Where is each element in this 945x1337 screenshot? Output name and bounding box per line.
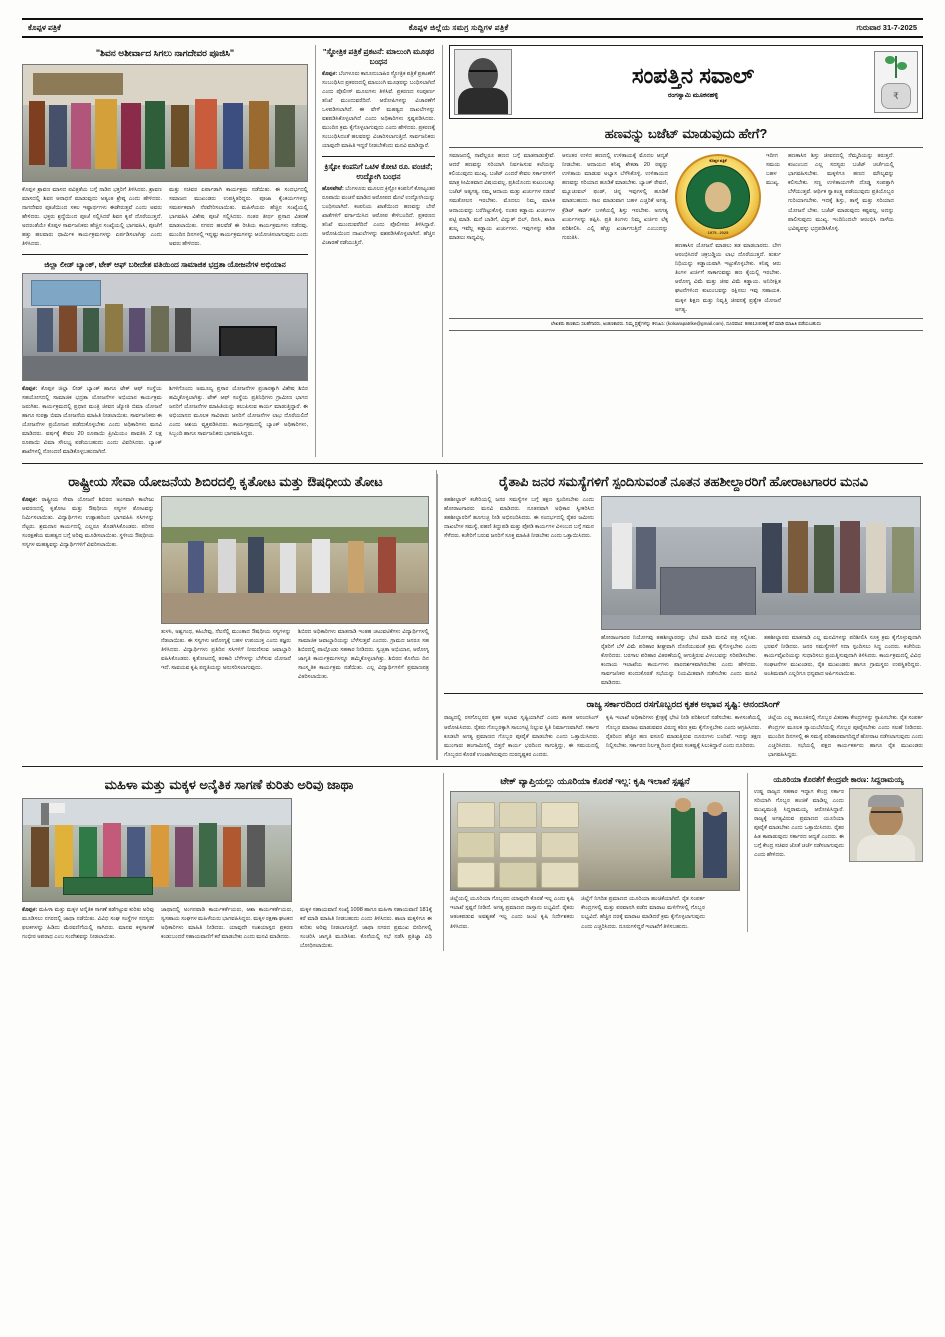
masthead-left: ಕೊಪ್ಪಳ ಪತ್ರಿಕೆ (28, 23, 61, 32)
middle-section (22, 470, 923, 759)
emblem-top-text: ಕೊಪ್ಪಳ ಪತ್ರಿಕೆ (709, 158, 727, 164)
story-6-headline: ರಾಜ್ಯ ಸರ್ಕಾರದಿಂದ ರಸಗೊಬ್ಬರದ ಕೃತಕ ಅಭಾವ ಸೃಷ್ಟಿ: ಆನಂದಸಿಂಗ್ (586, 698, 781, 709)
story-3-col2: ಶಿಗಳಿಗೊಂದು ಅಮೂಲ್ಯ ಪ್ರಸಾರ ಯೋಜನೆಗಳ ಪ್ರಚಾರಕ್ಕಾಗಿ ವಿಶೇಷ ಶಿಬಿರ ಹಮ್ಮಿಕೊಳ್ಳಲಾಗಿತ್ತು. ಟೇಕ್ ಆಫ್ ಸಂಸ್ಥೆಯ ಪ್ರತಿನಿಧಿಗಳು ಗ್ರಾಮೀಣ ಭಾಗದ ಜನರಿಗೆ ಯೋಜನೆಗಳ ಮಾಹಿತಿಯನ್ನು ತಲುಪಿಸುವ ಕಾರ್ಯ ಮಾಡುತ್ತಿದ್ದಾರೆ. ಈ ಅಭಿಯಾನದ ಮೂಲಕ ಸಾವಿರಾರು ಜನರಿಗೆ ಯೋಜನೆಗಳ ಲಾಭ ದೊರೆಯಲಿದೆ ಎಂದು ಆಶಯ ವ್ಯಕ್ತಪಡಿಸಿದರು. ಕಾರ್ಯಕ್ರಮದಲ್ಲಿ ಬ್ಯಾಂಕ್ ಅಧಿಕಾರಿಗಳು, ಸಿಬ್ಬಂದಿ ಹಾಗೂ ಸಾರ್ವಜನಿಕರು ಭಾಗವಹಿಸಿದ್ದರು. (169, 385, 308, 438)
savaal-col2: ಆನಂತರ ಉಳಿದ ಹಣದಲ್ಲಿ ಉಳಿತಾಯಕ್ಕೆ ಮೊದಲ ಆದ್ಯತೆ ನೀಡಬೇಕು. ಆದಾಯದ ಕನಿಷ್ಠ ಶೇಕಡಾ 20 ರಷ್ಟನ್ನು ಉಳಿತಾಯ ಮಾಡುವ ಅಭ್ಯಾಸ ಬೆಳೆಸಿಕೊಳ್ಳಿ. ಉಳಿತಾಯದ ಹಣವನ್ನು ಸರಿಯಾದ ಹೂಡಿಕೆ ಮಾಡಬೇಕು. ಬ್ಯಾಂಕ್ ಠೇವಣಿ, ಮ್ಯೂಚುವಲ್ ಫಂಡ್, ಚಿನ್ನ ಇವುಗಳಲ್ಲಿ ಹೂಡಿಕೆ ಮಾಡಬಹುದು. ಸಾಲ ಮಾಡುವಾಗ ಬಹಳ ಎಚ್ಚರಿಕೆ ಅಗತ್ಯ. ಕ್ರೆಡಿಟ್ ಕಾರ್ಡ್ ಬಳಕೆಯಲ್ಲಿ ಶಿಸ್ತು ಇರಬೇಕು. ಅನಗತ್ಯ ಖರ್ಚುಗಳನ್ನು ತಪ್ಪಿಸಿ. ಪ್ರತಿ ತಿಂಗಳು ನಿಮ್ಮ ಖರ್ಚಿನ ಲೆಕ್ಕ ಪರಿಶೀಲಿಸಿ. ಎಲ್ಲಿ ಹೆಚ್ಚು ಖರ್ಚಾಗುತ್ತಿದೆ ಎಂಬುದನ್ನು ಗುರುತಿಸಿ. (562, 153, 668, 241)
story-8-photo (22, 798, 292, 902)
savaal-banner (449, 45, 923, 119)
anniversary-emblem-icon (675, 154, 761, 240)
story-8-col2: ಜಾಥಾದಲ್ಲಿ ಅಂಗನವಾಡಿ ಕಾರ್ಯಕರ್ತೆಯರು, ಆಶಾ ಕಾರ್ಯಕರ್ತೆಯರು, ಸ್ವಸಹಾಯ ಸಂಘಗಳ ಮಹಿಳೆಯರು ಭಾಗವಹಿಸಿದ್ದರು. ಮಕ್ಕಳ ರಕ್ಷಣಾ ಘಟಕದ ಅಧಿಕಾರಿಗಳು ಮಾಹಿತಿ ನೀಡಿದರು. ಯಾವುದೇ ಸಂಶಯಾಸ್ಪದ ಪ್ರಕರಣ ಕಂಡುಬಂದರೆ ಸಹಾಯವಾಣಿಗೆ ಕರೆ ಮಾಡಬೇಕು ಎಂದು ಮನವಿ ಮಾಡಿದರು. (161, 906, 293, 941)
savaal-col4: ಹಣಕಾಸಿನ ಶಿಸ್ತು ಜೀವನದಲ್ಲಿ ನೆಮ್ಮದಿಯನ್ನು ತರುತ್ತದೆ. ಕುಟುಂಬದ ಎಲ್ಲ ಸದಸ್ಯರು ಬಜೆಟ್ ಚರ್ಚೆಯಲ್ಲಿ ಭಾಗವಹಿಸಬೇಕು. ಮಕ್ಕಳಿಗೂ ಹಣದ ಮೌಲ್ಯವನ್ನು ಕಲಿಸಬೇಕು. ಸಣ್ಣ ಉಳಿತಾಯಗಳೇ ದೊಡ್ಡ ಸಂಪತ್ತಾಗಿ ಬೆಳೆಯುತ್ತವೆ. ಆರ್ಥಿಕ ಸ್ವಾತಂತ್ರ್ಯ ಪಡೆಯುವುದು ಪ್ರತಿಯೊಬ್ಬರ ಗುರಿಯಾಗಬೇಕು. ಇದಕ್ಕೆ ಶಿಸ್ತು, ತಾಳ್ಮೆ ಮತ್ತು ಸರಿಯಾದ ಯೋಜನೆ ಬೇಕು. ಬಜೆಟ್ ಮಾಡುವುದು ಕಷ್ಟವಲ್ಲ, ಅದನ್ನು ಪಾಲಿಸುವುದು ಮುಖ್ಯ. ಇಂದಿನಿಂದಲೇ ಆರಂಭಿಸಿ ನಾಳೆಯ ಭವಿಷ್ಯವನ್ನು ಭದ್ರಪಡಿಸಿಕೊಳ್ಳಿ. (788, 153, 894, 232)
savaal-section (442, 45, 923, 457)
masthead (22, 18, 923, 38)
savaal-title-block (517, 62, 869, 100)
story-7-col1 (22, 496, 154, 682)
story-8-col3: ಮಕ್ಕಳ ಸಹಾಯವಾಣಿ ಸಂಖ್ಯೆ 1098 ಹಾಗೂ ಮಹಿಳಾ ಸಹಾಯವಾಣಿ 181ಕ್ಕೆ ಕರೆ ಮಾಡಿ ಮಾಹಿತಿ ನೀಡಬಹುದು ಎಂದು ತಿಳಿಸಿದರು. ಶಾಲಾ ಮಕ್ಕಳಿಗೂ ಈ ಕುರಿತು ಅರಿವು ನೀಡಲಾಗುತ್ತಿದೆ. ಜಾಥಾ ನಗರದ ಪ್ರಮುಖ ಬೀದಿಗಳಲ್ಲಿ ಸಂಚರಿಸಿ ಜಾಗೃತಿ ಮೂಡಿಸಿತು. ಕೊನೆಯಲ್ಲಿ ಸಭೆ ನಡೆಸಿ ಪ್ರತಿಜ್ಞಾ ವಿಧಿ ಬೋಧಿಸಲಾಯಿತು. (300, 906, 432, 950)
story-2-body: ಬೆಂಗಳೂರು ಕಾನೂನುಬಾಹಿರ ಸ್ಥೋತ್ರಿಕ ಪತ್ರಿಕೆ ಪ್ರಕಟಣೆಗೆ ಸಂಬಂಧಿಸಿದ ಪ್ರಕರಣದಲ್ಲಿ ಮಾಲುಂಗಿ ಮೂಢರನ್ನು ಬಂಧಿಸಲಾಗಿದೆ ಎಂದು ಪೊಲೀಸ್ ಮೂಲಗಳು ತಿಳಿಸಿವೆ. ಪ್ರಕರಣದ ಸಂಪೂರ್ಣ ತನಿಖೆ ಮುಂದುವರೆದಿದೆ. ಆರೋಪಿಗಳನ್ನು ವಿಚಾರಣೆಗೆ ಒಳಪಡಿಸಲಾಗಿದೆ. ಈ ವೇಳೆ ಮಹತ್ವದ ದಾಖಲೆಗಳನ್ನು ವಶಪಡಿಸಿಕೊಳ್ಳಲಾಗಿದೆ ಎಂದು ಅಧಿಕಾರಿಗಳು ಸ್ಪಷ್ಟಪಡಿಸಿದರು. ಮುಂದಿನ ಕ್ರಮ ಕೈಗೊಳ್ಳಲಾಗುವುದು ಎಂದು ಹೇಳಿದರು. ಪ್ರಕರಣಕ್ಕೆ ಸಂಬಂಧಿಸಿದಂತೆ ಹಲವರನ್ನು ವಿಚಾರಿಸಲಾಗುತ್ತಿದೆ. ಸಾರ್ವಜನಿಕರು ಯಾವುದೇ ಮಾಹಿತಿ ಇದ್ದರೆ ನೀಡಬೇಕೆಂದು ಮನವಿ ಮಾಡಿದ್ದಾರೆ. (322, 70, 435, 150)
story-4-lead: ಹೊಸಪೇಟೆ: (322, 185, 344, 192)
story-2-headline: "ಸ್ಥೋತ್ರಿಕ ಪತ್ರಿಕೆ ಪ್ರಕಟನೆ: ಮಾಲುಂಗಿ ಮೂಢರ ಬಂಧನ (322, 47, 435, 66)
story-5-col1: ತಹಶೀಲ್ದಾರ್ ಕಚೇರಿಯಲ್ಲಿ ಜನರ ಸಮಸ್ಯೆಗಳ ಬಗ್ಗೆ ತಕ್ಷಣ ಸ್ಪಂದಿಸಬೇಕು ಎಂದು ಹೋರಾಟಗಾರರು ಮನವಿ ಮಾಡಿದರು. ನೂತನವಾಗಿ ಅಧಿಕಾರ ಸ್ವೀಕರಿಸಿದ ತಹಶೀಲ್ದಾರರಿಗೆ ಹೂಗುಚ್ಛ ನೀಡಿ ಅಭಿನಂದಿಸಿದರು. ಈ ಸಂದರ್ಭದಲ್ಲಿ ರೈತರ ಜಮೀನು ದಾಖಲೆಗಳ ಸಮಸ್ಯೆ, ಪಹಣಿ ತಿದ್ದುಪಡಿ ಮತ್ತು ಪೋಡಿ ಕಾರ್ಯಗಳ ವಿಳಂಬದ ಬಗ್ಗೆ ಗಮನ ಸೆಳೆದರು. ಕಚೇರಿಗೆ ಬರುವ ಜನರಿಗೆ ಸೂಕ್ತ ಮಾಹಿತಿ ನೀಡಬೇಕು ಎಂದು ಒತ್ತಾಯಿಸಿದರು. (444, 496, 594, 539)
story-10-block (747, 773, 923, 932)
story-3-headline: ಜಿಲ್ಲಾ ಲೀಡ್ ಬ್ಯಾಂಕ್, ಟೇಕ್ ಆಫ್ ಬರೀದೇಶ ವತಿಯಿಂದ ಸಾಮಾಜಿಕ ಭದ್ರತಾ ಯೋಜನೆಗಳ ಅಭಿಯಾನ (44, 260, 286, 270)
savaal-col3-text: ಇದೀಗ ಸಮಯ ಬಹಳ ಮುಖ್ಯ. ಹಣಕಾಸಿನ ಯೋಜನೆ ಮಾಡಲು ತಡ ಮಾಡಬಾರದು. ಬೇಗ ಆರಂಭಿಸಿದರೆ ಚಕ್ರಬಡ್ಡಿಯ ಲಾಭ ದೊರೆಯುತ್ತದೆ. ತುರ್ತು ನಿಧಿಯನ್ನು ಕಡ್ಡಾಯವಾಗಿ ಇಟ್ಟುಕೊಳ್ಳಬೇಕು. ಕನಿಷ್ಠ ಆರು ತಿಂಗಳ ಖರ್ಚಿಗೆ ಸಾಕಾಗುವಷ್ಟು ಹಣ ಕೈಯಲ್ಲಿ ಇರಬೇಕು. ಆರೋಗ್ಯ ವಿಮೆ ಮತ್ತು ಜೀವ ವಿಮೆ ಕಡ್ಡಾಯ. ಅನಿರೀಕ್ಷಿತ ಘಟನೆಗಳಿಂದ ಕುಟುಂಬವನ್ನು ರಕ್ಷಿಸಲು ಇವು ಸಹಾಯಕ. ಮಕ್ಕಳ ಶಿಕ್ಷಣ ಮತ್ತು ನಿವೃತ್ತಿ ಜೀವನಕ್ಕೆ ಪ್ರತ್ಯೇಕ ಯೋಜನೆ ಅಗತ್ಯ. (675, 153, 781, 313)
bottom-section (22, 773, 923, 951)
siddaramaiah-photo (849, 788, 923, 862)
story-7-photo (161, 496, 429, 624)
savaal-col1: ಸಮಾಜದಲ್ಲಿ ನಾವೆಲ್ಲರೂ ಹಣದ ಬಗ್ಗೆ ಮಾತನಾಡುತ್ತೇವೆ. ಆದರೆ ಹಣವನ್ನು ಸರಿಯಾಗಿ ನಿರ್ವಹಿಸುವ ಕಲೆಯನ್ನು ಕಲಿಯುವುದು ಮುಖ್ಯ. ಬಜೆಟ್ ಎಂದರೆ ಕೇವಲ ಸರ್ಕಾರಗಳಿಗೆ ಮಾತ್ರ ಸೀಮಿತವಾದ ವಿಷಯವಲ್ಲ. ಪ್ರತಿಯೊಂದು ಕುಟುಂಬಕ್ಕೂ ಬಜೆಟ್ ಅತ್ಯಗತ್ಯ. ನಮ್ಮ ಆದಾಯ ಮತ್ತು ಖರ್ಚುಗಳ ನಡುವೆ ಸಮತೋಲನ ಇರಬೇಕು. ಮೊದಲು ನಿಮ್ಮ ಮಾಸಿಕ ಆದಾಯವನ್ನು ಬರೆದಿಟ್ಟುಕೊಳ್ಳಿ. ನಂತರ ಕಡ್ಡಾಯ ಖರ್ಚುಗಳ ಪಟ್ಟಿ ಮಾಡಿ. ಮನೆ ಬಾಡಿಗೆ, ವಿದ್ಯುತ್ ಬಿಲ್, ದಿನಸಿ, ಶಾಲಾ ಶುಲ್ಕ ಇವೆಲ್ಲ ಕಡ್ಡಾಯ ಖರ್ಚುಗಳು. ಇವುಗಳನ್ನು ಕಡಿತ ಮಾಡಲು ಸಾಧ್ಯವಿಲ್ಲ. (449, 153, 555, 241)
savaal-contact: ಲೇಖಕರು ಹಣಕಾಸು ಸಲಹೆಗಾರರು, ಅಂಕಣಕಾರರು. ನಿಮ್ಮ ಪ್ರಶ್ನೆಗಳನ್ನು ಕಳುಹಿಸಿ: (kolxarapatrike@gmail.com), ದೂರವಾಣಿ: 98612409ಕ್ಕೆ ಕರೆ ಮಾಡಿ ಮಾಹಿತಿ ಪಡೆಯಬಹುದು (449, 318, 923, 331)
story-5-col2: ಹೋರಾಟಗಾರರ ನಿಯೋಗವು ತಹಶೀಲ್ದಾರರನ್ನು ಭೇಟಿ ಮಾಡಿ ಮನವಿ ಪತ್ರ ಸಲ್ಲಿಸಿತು. ರೈತರಿಗೆ ಬೆಳೆ ವಿಮೆ ಪರಿಹಾರ ಶೀಘ್ರವಾಗಿ ದೊರೆಯುವಂತೆ ಕ್ರಮ ಕೈಗೊಳ್ಳಬೇಕು ಎಂದು ಕೋರಿದರು. ಬರಗಾಲ ಪರಿಹಾರ ವಿತರಣೆಯಲ್ಲಿ ಆಗುತ್ತಿರುವ ವಿಳಂಬವನ್ನು ಸರಿಪಡಿಸಬೇಕು. ಕಂದಾಯ ಇಲಾಖೆಯ ಕಾರ್ಯಗಳು ಪಾರದರ್ಶಕವಾಗಿರಬೇಕು ಎಂದು ಹೇಳಿದರು. ಸಾರ್ವಜನಿಕರ ಕುಂದುಕೊರತೆ ಸಭೆಯನ್ನು ನಿಯಮಿತವಾಗಿ ನಡೆಸಬೇಕು ಎಂದು ಮನವಿ ಮಾಡಿದರು. (601, 634, 757, 686)
story-1-col1: ಕೊಪ್ಪಳ ಶ್ರಾವಣ ಮಾಸದ ಪವಿತ್ರತೆಯ ಬಗ್ಗೆ ನಾಡಿನ ಭಕ್ತರಿಗೆ ತಿಳಿಸಿದರು. ಶ್ರಾವಣ ಮಾಸದಲ್ಲಿ ಶಿವನ ಆರಾಧನೆ ಮಾಡುವುದು ಅತ್ಯಂತ ಶ್ರೇಷ್ಠ ಎಂದು ಹೇಳಿದರು. ನಾಗದೇವರ ಪೂಜೆಯಿಂದ ಸಕಲ ಇಷ್ಟಾರ್ಥಗಳು ಈಡೇರುತ್ತವೆ ಎಂದು ಅವರು ಹೇಳಿದರು. ಭಕ್ತರು ಶ್ರದ್ಧೆಯಿಂದ ಪೂಜೆ ಸಲ್ಲಿಸಿದರೆ ಶಿವನ ಕೃಪೆ ದೊರೆಯುತ್ತದೆ. ಅದರಂತೆಯೇ ಕೊಪ್ಪಳ ಸಾರ್ವಜನಿಕರು ಹೆಚ್ಚಿನ ಸಂಖ್ಯೆಯಲ್ಲಿ ಭಾಗವಹಿಸಿ, ಪೂಜೆಗೆ ಹತ್ತು ಹಲವಾರು ಧಾರ್ಮಿಕ ಕಾರ್ಯಕ್ರಮಗಳನ್ನು ಏರ್ಪಡಿಸಲಾಗಿತ್ತು ಎಂದು ತಿಳಿಸಿದರು. (22, 186, 162, 247)
story-1-headline: "ಶಿವನ ಅಶೀರ್ವಾದ ಸಿಗಲು ನಾಗದೇವರ ಪೂಜಿಸಿ" (95, 48, 235, 58)
story-9-col1: ಜಿಲ್ಲೆಯಲ್ಲಿ ಯೂರಿಯಾ ಗೊಬ್ಬರದ ಯಾವುದೇ ಕೊರತೆ ಇಲ್ಲ ಎಂದು ಕೃಷಿ ಇಲಾಖೆ ಸ್ಪಷ್ಟನೆ ನೀಡಿದೆ. ಅಗತ್ಯ ಪ್ರಮಾಣದ ದಾಸ್ತಾನು ಲಭ್ಯವಿದೆ. ರೈತರು ಆತಂಕಪಡುವ ಅವಶ್ಯಕತೆ ಇಲ್ಲ ಎಂದು ಜಂಟಿ ಕೃಷಿ ನಿರ್ದೇಶಕರು ತಿಳಿಸಿದರು. (450, 896, 574, 930)
story-6-col2: ಕೃಷಿ ಇಲಾಖೆ ಅಧಿಕಾರಿಗಳು ಕ್ಷೇತ್ರಕ್ಕೆ ಭೇಟಿ ನೀಡಿ ಪರಿಶೀಲನೆ ನಡೆಸಬೇಕು. ಕಾಳಸಂತೆಯಲ್ಲಿ ಗೊಬ್ಬರ ಮಾರಾಟ ಮಾಡುವವರ ವಿರುದ್ಧ ಕಠಿಣ ಕ್ರಮ ಕೈಗೊಳ್ಳಬೇಕು ಎಂದು ಆಗ್ರಹಿಸಿದರು. ರೈತರಿಂದ ಹೆಚ್ಚಿನ ಹಣ ವಸೂಲಿ ಮಾಡುತ್ತಿರುವ ದೂರುಗಳು ಬಂದಿವೆ. ಇದನ್ನು ತಕ್ಷಣ ನಿಲ್ಲಿಸಬೇಕು. ಸರ್ಕಾರದ ನಿರ್ಲಕ್ಷ್ಯದಿಂದ ರೈತರು ಸಂಕಷ್ಟಕ್ಕೆ ಸಿಲುಕಿದ್ದಾರೆ ಎಂದು ದೂರಿದರು. (606, 715, 761, 749)
story-7-headline: ರಾಷ್ಟ್ರೀಯ ಸೇವಾ ಯೋಜನೆಯ ಶಿಬಿರದಲ್ಲಿ ಕೃತೋಟ ಮತ್ತು ಔಷಧೀಯ ತೋಟ (68, 474, 383, 490)
story-6-col3: ಜಿಲ್ಲೆಯ ಎಲ್ಲ ತಾಲೂಕಿನಲ್ಲಿ ಗೊಬ್ಬರ ವಿತರಣಾ ಕೇಂದ್ರಗಳನ್ನು ಸ್ಥಾಪಿಸಬೇಕು. ರೈತ ಸಂಪರ್ಕ ಕೇಂದ್ರಗಳ ಮೂಲಕ ನ್ಯಾಯಬೆಲೆಯಲ್ಲಿ ಗೊಬ್ಬರ ಪೂರೈಸಬೇಕು ಎಂದು ಸಲಹೆ ನೀಡಿದರು. ಮುಂದಿನ ದಿನಗಳಲ್ಲಿ ಈ ಸಮಸ್ಯೆ ಪರಿಹಾರವಾಗದಿದ್ದರೆ ಹೋರಾಟ ನಡೆಸಲಾಗುವುದು ಎಂದು ಎಚ್ಚರಿಸಿದರು. ಸಭೆಯಲ್ಲಿ ಪಕ್ಷದ ಕಾರ್ಯಕರ್ತರು ಹಾಗೂ ರೈತ ಮುಖಂಡರು ಭಾಗವಹಿಸಿದ್ದರು. (768, 715, 923, 758)
story-3-col1: ಕೊಪ್ಪಳ ಜಿಲ್ಲಾ ಲೀಡ್ ಬ್ಯಾಂಕ್ ಹಾಗೂ ಟೇಕ್ ಆಫ್ ಸಂಸ್ಥೆಯ ಸಹಯೋಗದಲ್ಲಿ ಸಾಮಾಜಿಕ ಭದ್ರತಾ ಯೋಜನೆಗಳ ಅಭಿಯಾನ ಕಾರ್ಯಕ್ರಮ ಜರುಗಿತು. ಕಾರ್ಯಕ್ರಮದಲ್ಲಿ ಪ್ರಧಾನ ಮಂತ್ರಿ ಜೀವನ ಜ್ಯೋತಿ ಬಿಮಾ ಯೋಜನೆ ಹಾಗೂ ಸುರಕ್ಷಾ ಬಿಮಾ ಯೋಜನೆಯ ಮಾಹಿತಿ ನೀಡಲಾಯಿತು. ಸಾರ್ವಜನಿಕರು ಈ ಯೋಜನೆಗಳ ಪ್ರಯೋಜನ ಪಡೆದುಕೊಳ್ಳಬೇಕು ಎಂದು ಅಧಿಕಾರಿಗಳು ಮನವಿ ಮಾಡಿದರು. ವರ್ಷಕ್ಕೆ ಕೇವಲ 20 ರೂಪಾಯಿ ಪ್ರೀಮಿಯಂ ಪಾವತಿಸಿ 2 ಲಕ್ಷ ರೂಪಾಯಿ ವಿಮಾ ಸೌಲಭ್ಯ ಪಡೆಯಬಹುದು ಎಂದು ವಿವರಿಸಿದರು. ಬ್ಯಾಂಕ್ ಶಾಖೆಗಳಲ್ಲಿ ನೋಂದಣಿ ಮಾಡಿಕೊಳ್ಳಬಹುದಾಗಿದೆ. (22, 385, 163, 456)
story-7-block (22, 470, 429, 759)
masthead-right: ಗುರುವಾರ 31-7-2025 (856, 23, 917, 32)
story-5-col3: ತಹಶೀಲ್ದಾರರು ಮಾತನಾಡಿ ಎಲ್ಲ ಮನವಿಗಳನ್ನು ಪರಿಶೀಲಿಸಿ ಸೂಕ್ತ ಕ್ರಮ ಕೈಗೊಳ್ಳುವುದಾಗಿ ಭರವಸೆ ನೀಡಿದರು. ಜನರ ಸಮಸ್ಯೆಗಳಿಗೆ ಸದಾ ಸ್ಪಂದಿಸಲು ಸಿದ್ಧ ಎಂದರು. ಕಚೇರಿಯ ಕಾರ್ಯವೈಖರಿಯನ್ನು ಸುಧಾರಿಸಲು ಪ್ರಯತ್ನಿಸುವುದಾಗಿ ತಿಳಿಸಿದರು. ಕಾರ್ಯಕ್ರಮದಲ್ಲಿ ವಿವಿಧ ಸಂಘಟನೆಗಳ ಮುಖಂಡರು, ರೈತ ಮುಖಂಡರು ಹಾಗೂ ಗ್ರಾಮಸ್ಥರು ಉಪಸ್ಥಿತರಿದ್ದರು. ಅಂತಿಮವಾಗಿ ಎಲ್ಲರಿಗೂ ಧನ್ಯವಾದ ಅರ್ಪಿಸಲಾಯಿತು. (764, 634, 921, 677)
story-6-col1: ರಾಜ್ಯದಲ್ಲಿ ರಸಗೊಬ್ಬರದ ಕೃತಕ ಅಭಾವ ಸೃಷ್ಟಿಯಾಗಿದೆ ಎಂದು ಶಾಸಕ ಆನಂದಸಿಂಗ್ ಆರೋಪಿಸಿದರು. ರೈತರು ಗೊಬ್ಬರಕ್ಕಾಗಿ ಸಾಲುಗಟ್ಟಿ ನಿಲ್ಲುವ ಸ್ಥಿತಿ ನಿರ್ಮಾಣವಾಗಿದೆ. ಸರ್ಕಾರ ಕೂಡಲೇ ಅಗತ್ಯ ಪ್ರಮಾಣದ ಗೊಬ್ಬರ ಪೂರೈಕೆ ಮಾಡಬೇಕು ಎಂದು ಒತ್ತಾಯಿಸಿದರು. ಮುಂಗಾರು ಹಂಗಾಮಿನಲ್ಲಿ ಬಿತ್ತನೆ ಕಾರ್ಯ ಭರದಿಂದ ಸಾಗುತ್ತಿದ್ದು, ಈ ಸಮಯದಲ್ಲಿ ಗೊಬ್ಬರದ ಕೊರತೆ ಉಂಟಾಗಿರುವುದು ದುರದೃಷ್ಟಕರ ಎಂದರು. (444, 715, 599, 758)
story-8-headline: ಮಹಿಳಾ ಮತ್ತು ಮಕ್ಕಳ ಅನೈತಿಕ ಸಾಗಣೆ ಕುರಿತು ಅರಿವು ಜಾಥಾ (104, 776, 354, 792)
savaal-article-headline: ಹಣವನ್ನು ಬಜೆಟ್ ಮಾಡುವುದು ಹೇಗೆ? (604, 126, 768, 141)
savaal-col3 (675, 152, 781, 314)
story-7-col1-text: ರಾಷ್ಟ್ರೀಯ ಸೇವಾ ಯೋಜನೆ ಶಿಬಿರದ ಅಂಗವಾಗಿ ಕಾಲೇಜು ಆವರಣದಲ್ಲಿ ಕೃತೋಟ ಮತ್ತು ಔಷಧೀಯ ಸಸ್ಯಗಳ ತೋಟವನ್ನು ನಿರ್ಮಿಸಲಾಯಿತು. ವಿದ್ಯಾರ್ಥಿಗಳು ಉತ್ಸಾಹದಿಂದ ಭಾಗವಹಿಸಿ ಸಸಿಗಳನ್ನು ನೆಟ್ಟರು. ಶ್ರಮದಾನ ಕಾರ್ಯದಲ್ಲಿ ಎಲ್ಲರೂ ತೊಡಗಿಸಿಕೊಂಡರು. ಪರಿಸರ ಸಂರಕ್ಷಣೆಯ ಮಹತ್ವದ ಬಗ್ಗೆ ಅರಿವು ಮೂಡಿಸಲಾಯಿತು. ಸ್ಥಳೀಯ ಔಷಧೀಯ ಸಸ್ಯಗಳ ಮಹತ್ವವನ್ನು ವಿದ್ಯಾರ್ಥಿಗಳಿಗೆ ವಿವರಿಸಲಾಯಿತು. (22, 496, 154, 548)
mid-column-group (315, 45, 435, 457)
story-10-headline: ಯೂರಿಯಾ ಕೊರತೆಗೆ ಕೇಂದ್ರವೇ ಕಾರಣ: ಸಿದ್ದರಾಮಯ್ಯ (773, 774, 904, 784)
savaal-author: ರಂಗಸ್ವಾಮಿ ಮೂಕನಹಳ್ಳಿ (667, 91, 719, 99)
story-1-photo (22, 64, 308, 182)
story-7-lead: ಕೊಪ್ಪಳ: (22, 496, 38, 503)
story-2-body-wrap (322, 70, 435, 151)
story-5-6-block (436, 470, 923, 759)
money-bag-icon: ₹ (874, 51, 918, 113)
savaal-title: ಸಂಪತ್ತಿನ ಸವಾಲ್ (631, 62, 755, 88)
story-4-body-wrap (322, 185, 435, 248)
author-portrait (454, 49, 512, 115)
story-9-10-block (443, 773, 923, 951)
story-3-photo (22, 273, 308, 381)
story-9-photo (450, 791, 740, 891)
top-section (22, 45, 923, 457)
story-3-lead: ಕೊಪ್ಪಳ: (22, 385, 38, 392)
story-4-body: ಬೆಂಗಳೂರು ಮೂಲದ ಕ್ರಿಸ್ಟೋ ಕಂಪನಿಗೆ ಕೋಟ್ಯಂತರ ರೂಪಾಯಿ ವಂಚನೆ ಮಾಡಿದ ಆರೋಪದ ಮೇಲೆ ಉದ್ಯೋಗಿಯನ್ನು ಬಂಧಿಸಲಾಗಿದೆ. ಕಂಪನಿಯ ಖಾತೆಯಿಂದ ಹಣವನ್ನು ಬೇರೆ ಖಾತೆಗಳಿಗೆ ವರ್ಗಾಯಿಸಿದ ಆರೋಪ ಕೇಳಿಬಂದಿದೆ. ಪ್ರಕರಣದ ತನಿಖೆ ಮುಂದುವರೆದಿದೆ ಎಂದು ಪೊಲೀಸರು ತಿಳಿಸಿದ್ದಾರೆ. ಆರೋಪಿಯಿಂದ ದಾಖಲೆಗಳನ್ನು ವಶಪಡಿಸಿಕೊಳ್ಳಲಾಗಿದೆ. ಹೆಚ್ಚಿನ ವಿಚಾರಣೆ ನಡೆಯುತ್ತಿದೆ. (322, 185, 435, 247)
story-10-body: ಉಷ್ಣ ರಾಜ್ಯದ ಸಹಕಾರ ಇದ್ದಾಗ ಕೇಂದ್ರ ಸರ್ಕಾರ ಸರಿಯಾಗಿ ಗೊಬ್ಬರ ಹಂಚಿಕೆ ಮಾಡಿಲ್ಲ ಎಂದು ಮುಖ್ಯಮಂತ್ರಿ ಸಿದ್ದರಾಮಯ್ಯ ಆರೋಪಿಸಿದ್ದಾರೆ. ರಾಜ್ಯಕ್ಕೆ ಅಗತ್ಯವಿರುವ ಪ್ರಮಾಣದ ಯೂರಿಯಾ ಪೂರೈಕೆ ಮಾಡಬೇಕು ಎಂದು ಒತ್ತಾಯಿಸಿದರು. ರೈತರ ಹಿತ ಕಾಪಾಡುವುದು ಸರ್ಕಾರದ ಆದ್ಯತೆ ಎಂದರು. ಈ ಬಗ್ಗೆ ಕೇಂದ್ರ ಸಚಿವರ ಜೊತೆ ಚರ್ಚೆ ನಡೆಸಲಾಗುವುದು ಎಂದು ಹೇಳಿದರು. (754, 788, 844, 858)
story-5-headline: ರೈತಾಪಿ ಜನರ ಸಮಸ್ಯೆಗಳಿಗೆ ಸ್ಪಂದಿಸುವಂತೆ ನೂತನ ತಹಶೀಲ್ದಾರರಿಗೆ ಹೋರಾಟಗಾರರ ಮನವಿ (498, 474, 869, 490)
story-5-photo (601, 496, 921, 630)
story-8-col1 (22, 906, 154, 951)
emblem-bottom-text: 1975 - 2025 (707, 229, 729, 235)
story-9-headline: ಟೇಕ್ ವ್ಯಾಪ್ತಿಯಲ್ಲು ಯೂರಿಯಾ ಕೊರತೆ ಇಲ್ಲ: ಕೃಷಿ ಇಲಾಖೆ ಸ್ಪಷ್ಟನೆ (500, 775, 690, 786)
masthead-center: ಕೊಪ್ಪಳ ಜಿಲ್ಲೆಯ ಸಮಗ್ರ ಸುದ್ದಿಗಳ ಪತ್ರಿಕೆ (408, 23, 509, 32)
story-7-col3: ಶಿಬಿರದ ಅಧಿಕಾರಿಗಳು ಮಾತನಾಡಿ ಇಂತಹ ಚಟುವಟಿಕೆಗಳು ವಿದ್ಯಾರ್ಥಿಗಳಲ್ಲಿ ಸಾಮಾಜಿಕ ಜವಾಬ್ದಾರಿಯನ್ನು ಬೆಳೆಸುತ್ತವೆ ಎಂದರು. ಗ್ರಾಮದ ಜನರೂ ಸಹ ಶಿಬಿರದಲ್ಲಿ ಪಾಲ್ಗೊಂಡು ಸಹಕಾರ ನೀಡಿದರು. ಸ್ವಚ್ಛತಾ ಅಭಿಯಾನ, ಆರೋಗ್ಯ ಜಾಗೃತಿ ಕಾರ್ಯಕ್ರಮಗಳನ್ನೂ ಹಮ್ಮಿಕೊಳ್ಳಲಾಗಿತ್ತು. ಶಿಬಿರದ ಕೊನೆಯ ದಿನ ಸಾಂಸ್ಕೃತಿಕ ಕಾರ್ಯಕ್ರಮ ನಡೆಯಿತು. ಎಲ್ಲ ವಿದ್ಯಾರ್ಥಿಗಳಿಗೆ ಪ್ರಮಾಣಪತ್ರ ವಿತರಿಸಲಾಯಿತು. (298, 628, 429, 680)
story-4-headline: ಕ್ರಿಸ್ಟೋ ಕಂಪನಿಗೆ ಒಟಿಳ ಕೋಟಿ ರೂ. ವಂಚನೆ; ಉದ್ಯೋಗಿ ಬಂಧನ (324, 162, 433, 181)
story-8-col1-text: ಮಹಿಳಾ ಮತ್ತು ಮಕ್ಕಳ ಅನೈತಿಕ ಸಾಗಣೆ ತಡೆಗಟ್ಟುವ ಕುರಿತು ಅರಿವು ಮೂಡಿಸಲು ನಗರದಲ್ಲಿ ಜಾಥಾ ನಡೆಯಿತು. ವಿವಿಧ ಸಂಘ ಸಂಸ್ಥೆಗಳ ಸದಸ್ಯರು ಫಲಕಗಳನ್ನು ಹಿಡಿದು ಮೆರವಣಿಗೆಯಲ್ಲಿ ಸಾಗಿದರು. ಮಾನವ ಕಳ್ಳಸಾಗಣೆ ಗಂಭೀರ ಅಪರಾಧ ಎಂಬ ಸಂದೇಶವನ್ನು ನೀಡಲಾಯಿತು. (22, 906, 155, 941)
story-8-lead: ಕೊಪ್ಪಳ: (22, 906, 38, 913)
story-1-col2: ಮತ್ತು ಸಚಿವರ ಏರ್ಪಾಡಾಗಿ ಕಾರ್ಯಕ್ರಮ ನಡೆಯಿತು. ಈ ಸಂದರ್ಭದಲ್ಲಿ ಸಮಾಜದ ಮುಖಂಡರು ಉಪಸ್ಥಿತರಿದ್ದರು. ಪೂಜಾ ಕೈಂಕರ್ಯಗಳನ್ನು ಸಮರ್ಪಕವಾಗಿ ನೆರವೇರಿಸಲಾಯಿತು. ಮಹಿಳೆಯರು ಹೆಚ್ಚಿನ ಸಂಖ್ಯೆಯಲ್ಲಿ ಭಾಗವಹಿಸಿ ವಿಶೇಷ ಪೂಜೆ ಸಲ್ಲಿಸಿದರು. ನಂತರ ತೀರ್ಥ ಪ್ರಸಾದ ವಿತರಣೆ ಮಾಡಲಾಯಿತು. ನಗರದ ಹಲವೆಡೆ ಈ ರೀತಿಯ ಕಾರ್ಯಕ್ರಮಗಳು ನಡೆದವು. ಮುಂದಿನ ದಿನಗಳಲ್ಲಿ ಇನ್ನಷ್ಟು ಕಾರ್ಯಕ್ರಮಗಳನ್ನು ಆಯೋಜಿಸಲಾಗುವುದು ಎಂದು ಅವರು ಹೇಳಿದರು. (169, 186, 308, 247)
story-9-col2: ಜಿಲ್ಲೆಗೆ ನಿಗದಿತ ಪ್ರಮಾಣದ ಯೂರಿಯಾ ಹಂಚಿಕೆಯಾಗಿದೆ. ರೈತ ಸಂಪರ್ಕ ಕೇಂದ್ರಗಳಲ್ಲಿ ಮತ್ತು ಪರವಾನಗಿ ಪಡೆದ ಮಾರಾಟ ಮಳಿಗೆಗಳಲ್ಲಿ ಗೊಬ್ಬರ ಲಭ್ಯವಿದೆ. ಹೆಚ್ಚಿನ ದರಕ್ಕೆ ಮಾರಾಟ ಮಾಡಿದರೆ ಕ್ರಮ ಕೈಗೊಳ್ಳಲಾಗುವುದು ಎಂದು ಎಚ್ಚರಿಸಿದರು. ದೂರುಗಳಿದ್ದರೆ ಇಲಾಖೆಗೆ ತಿಳಿಸಬಹುದು. (581, 896, 705, 930)
story-8-block (22, 773, 436, 951)
left-column-group (22, 45, 308, 457)
story-2-lead: ಕೊಪ್ಪಳ: (322, 70, 338, 77)
story-7-col2: ತುಳಸಿ, ಅಶ್ವಗಂಧ, ಕಹಿಬೇವು, ನೆಲನೆಲ್ಲಿ ಮುಂತಾದ ಔಷಧೀಯ ಸಸ್ಯಗಳನ್ನು ನೆಡಲಾಯಿತು. ಈ ಸಸ್ಯಗಳು ಆರೋಗ್ಯಕ್ಕೆ ಬಹಳ ಉಪಯುಕ್ತ ಎಂದು ತಜ್ಞರು ತಿಳಿಸಿದರು. ವಿದ್ಯಾರ್ಥಿಗಳು ಪ್ರತಿದಿನ ಸಸಿಗಳಿಗೆ ನೀರುಣಿಸುವ ಜವಾಬ್ದಾರಿ ವಹಿಸಿಕೊಂಡರು. ಕೃತೋಟದಲ್ಲಿ ತರಕಾರಿ ಬೆಳೆಗಳನ್ನು ಬೆಳೆಸುವ ಯೋಜನೆ ಇದೆ. ಸಾವಯವ ಕೃಷಿ ಪದ್ಧತಿಯನ್ನು ಅನುಸರಿಸಲಾಗುವುದು. (161, 628, 291, 671)
